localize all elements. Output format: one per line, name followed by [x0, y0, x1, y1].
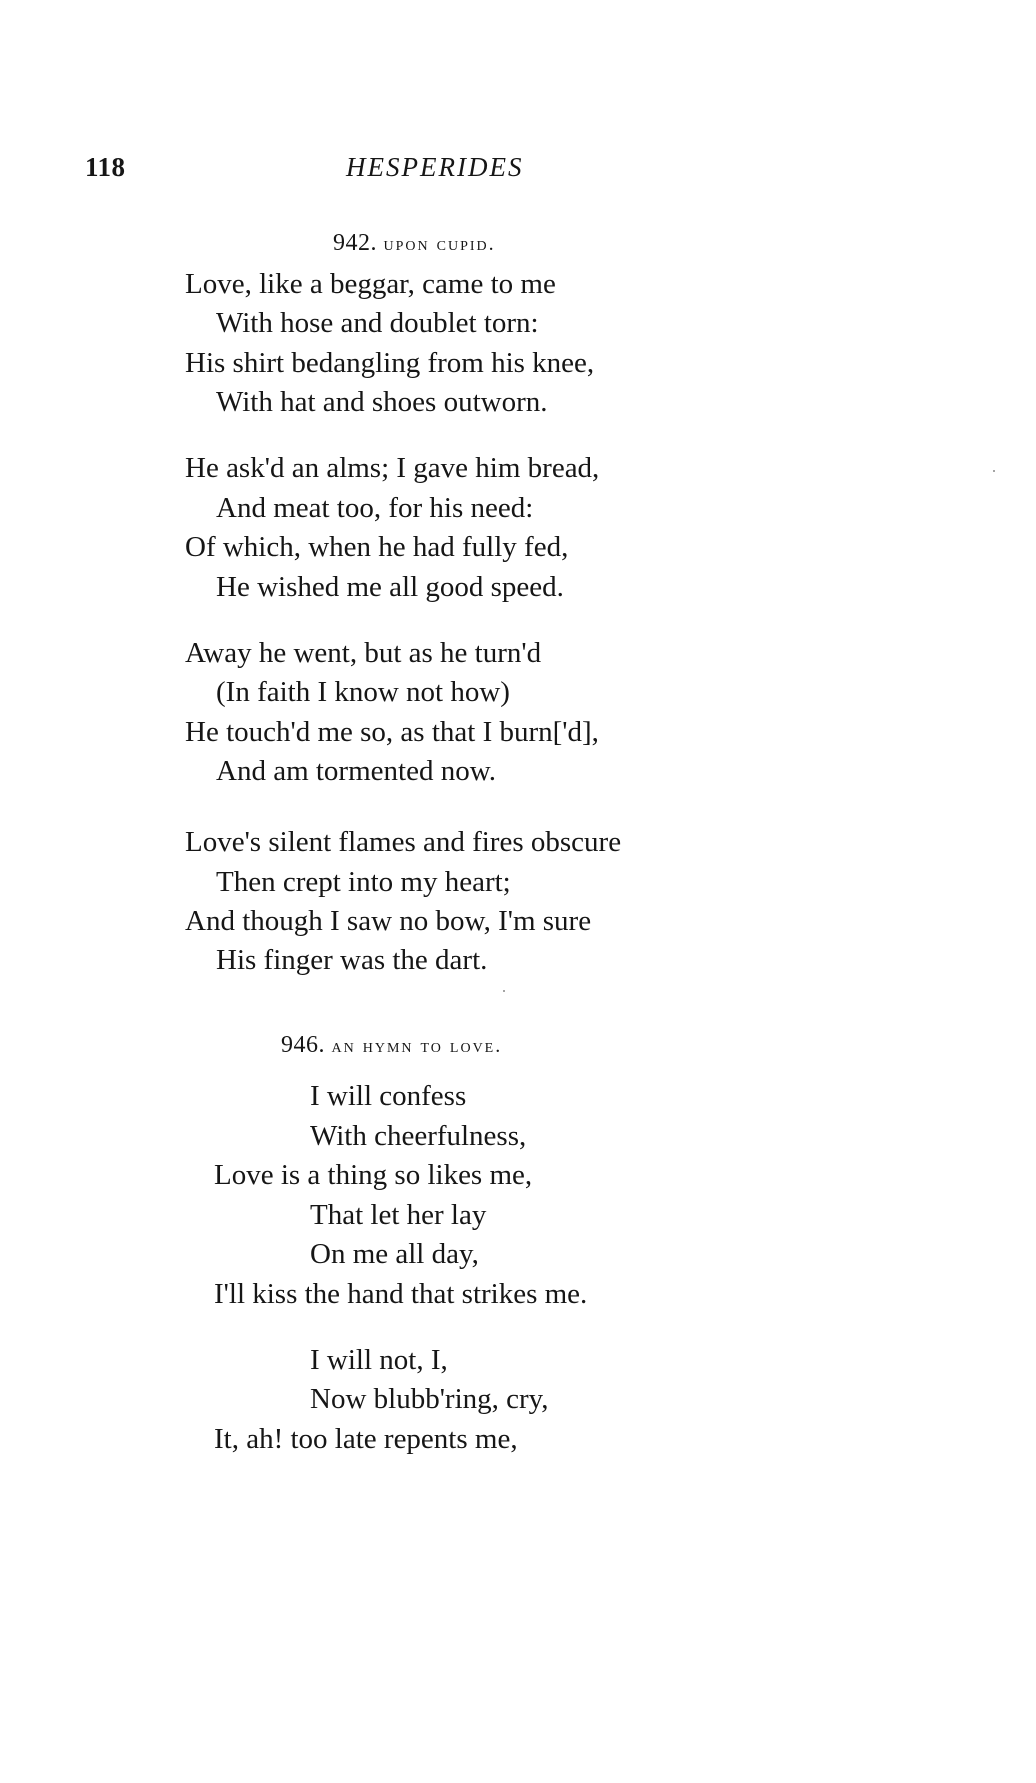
verse-line: And though I saw no bow, I'm sure [185, 905, 592, 937]
verse-line: Love is a thing so likes me, [214, 1159, 533, 1191]
verse-line: And meat too, for his need: [216, 492, 534, 524]
verse-line: Love, like a beggar, came to me [185, 268, 556, 300]
verse-line: That let her lay [310, 1199, 487, 1231]
verse-line: I'll kiss the hand that strikes me. [214, 1278, 588, 1310]
verse-line: Away he went, but as he turn'd [185, 637, 542, 669]
poem-number: 946. [281, 1032, 325, 1058]
verse-line: His finger was the dart. [216, 944, 488, 976]
verse-line: His shirt bedangling from his knee, [185, 347, 595, 379]
poem-heading [333, 230, 496, 257]
verse-line: Love's silent flames and fires obscure [185, 826, 622, 858]
verse-line: With cheerfulness, [310, 1120, 527, 1152]
verse-line: I will confess [310, 1080, 467, 1112]
margin-speck [993, 470, 995, 472]
poem-title: an hymn to love. [331, 1035, 503, 1057]
verse-line: It, ah! too late repents me, [214, 1423, 518, 1455]
verse-line: And am tormented now. [216, 755, 497, 787]
verse-line: On me all day, [310, 1238, 479, 1270]
verse-line: With hose and doublet torn: [216, 307, 539, 339]
verse-line: Now blubb'ring, cry, [310, 1383, 549, 1415]
verse-line: I will not, I, [310, 1344, 448, 1376]
verse-line: Of which, when he had fully fed, [185, 531, 569, 563]
running-head: HESPERIDES [346, 152, 524, 182]
verse-line: (In faith I know not how) [216, 676, 510, 708]
poem-heading [281, 1032, 502, 1059]
verse-line: He ask'd an alms; I gave him bread, [185, 452, 600, 484]
verse-line: With hat and shoes outworn. [216, 386, 548, 418]
verse-line: He wished me all good speed. [216, 571, 564, 603]
poem-number: 942. [333, 230, 377, 256]
verse-line: Then crept into my heart; [216, 866, 511, 898]
page-speck [503, 990, 505, 992]
poem-title: upon cupid. [383, 233, 496, 255]
page-number: 118 [85, 152, 126, 182]
verse-line: He touch'd me so, as that I burn['d], [185, 716, 599, 748]
